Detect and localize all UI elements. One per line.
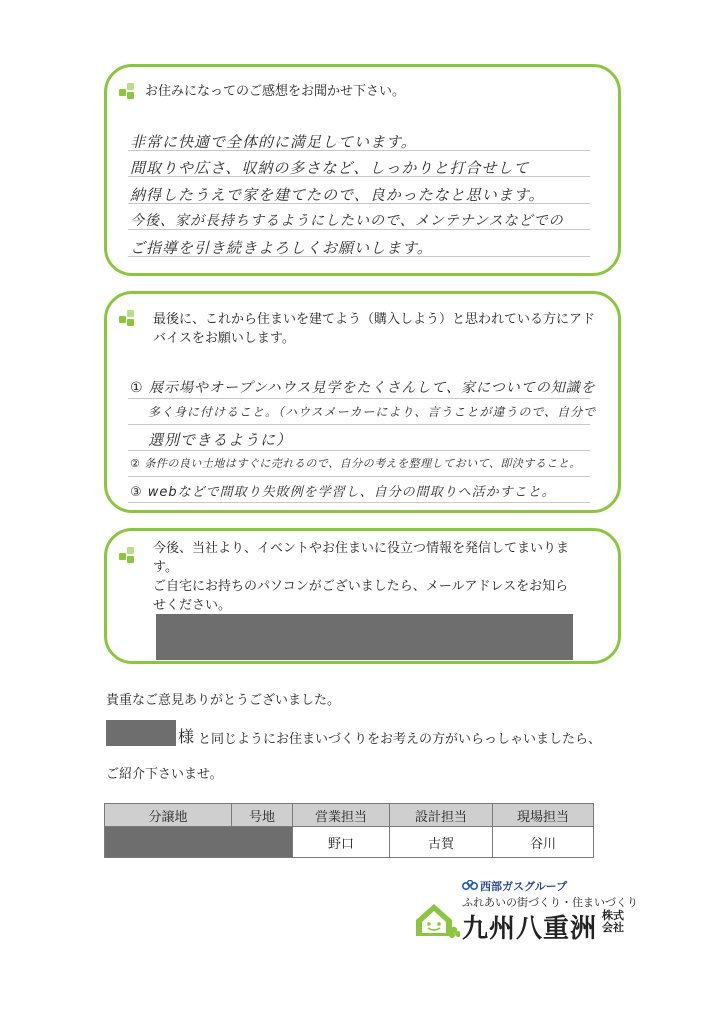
impressions-question: お住みになってのご感想をお聞かせ下さい。 (145, 84, 406, 99)
advice-question-line: 最後に、これから住まいを建てよう（購入しよう）と思われている方にアド (153, 312, 596, 327)
table-header: 営業担当 (293, 804, 390, 827)
company-suffix (602, 910, 624, 934)
company-name: 九州八重洲 (462, 914, 598, 944)
table-cell: 谷川 (493, 827, 594, 858)
newsletter-notice-line: ご自宅にお持ちのパソコンがございましたら、メールアドレスをお知ら (153, 579, 569, 594)
customer-name-redaction (106, 720, 176, 746)
advice-answer-line: ② 条件の良い土地はすぐに売れるので、自分の考えを整理しておいて、即決すること。 (130, 457, 581, 470)
bullet-icon (119, 310, 137, 328)
bullet-icon (119, 547, 137, 565)
table-header: 設計担当 (390, 804, 493, 827)
advice-question-line: バイスをお願いします。 (153, 331, 295, 346)
referral-message: と同じようにお住まいづくりをお考えの方がいらっしゃいましたら、 (198, 732, 602, 747)
bullet-icon (119, 83, 137, 101)
newsletter-notice-line: 今後、当社より、イベントやお住まいに役立つ情報を発信してまいりま (153, 541, 570, 556)
company-tagline: ふれあいの街づくり・住まいづくり (462, 896, 638, 909)
advice-answer-line: ① 展示場やオープンハウス見学をたくさんして、家についての知識を (130, 380, 596, 396)
advice-question (153, 310, 603, 348)
referral-message: ご紹介下さいませ。 (106, 767, 223, 782)
group-name: 西部ガスグループ (480, 880, 568, 893)
table-header: 現場担当 (493, 804, 594, 827)
table-cell-redacted (105, 827, 293, 858)
newsletter-notice (153, 539, 603, 615)
impressions-answer-line: ご指導を引き続きよろしくお願いします。 (130, 239, 433, 257)
table-header: 号地 (232, 804, 293, 827)
impressions-answer-line: 間取りや広さ、収納の多さなど、しっかりと打合せして (130, 159, 530, 177)
table-cell: 野口 (293, 827, 390, 858)
impressions-answer-line: 非常に快適で全体的に満足しています。 (130, 133, 417, 151)
staff-table (104, 803, 594, 858)
thanks-message: 貴重なご意見ありがとうございました。 (106, 693, 341, 708)
impressions-answer-line: 納得したうえで家を建てたので、良かったなと思います。 (130, 186, 545, 204)
referral-honorific: 様 (178, 727, 195, 746)
email-redaction (156, 614, 573, 660)
newsletter-notice-line: す。 (153, 560, 178, 575)
table-cell: 古賀 (390, 827, 493, 858)
advice-answer-line: 多く身に付けること。（ハウスメーカーにより、言うことが違うので、自分で (148, 405, 597, 419)
impressions-answer-line: 今後、家が長持ちするようにしたいので、メンテナンスなどでの (130, 213, 564, 229)
group-mark-icon (462, 880, 478, 892)
house-clover-icon (412, 900, 460, 940)
company-suffix-bottom: 会社 (602, 921, 624, 934)
table-header: 分譲地 (105, 804, 232, 827)
advice-answer-line: ③ webなどで間取り失敗例を学習し、自分の間取りへ活かすこと。 (130, 485, 556, 500)
advice-answer-line: 選別できるように） (148, 431, 293, 449)
advice-box (104, 291, 621, 513)
company-logo (412, 878, 638, 944)
newsletter-notice-line: せください。 (153, 598, 232, 613)
company-suffix-top: 株式 (602, 909, 624, 922)
